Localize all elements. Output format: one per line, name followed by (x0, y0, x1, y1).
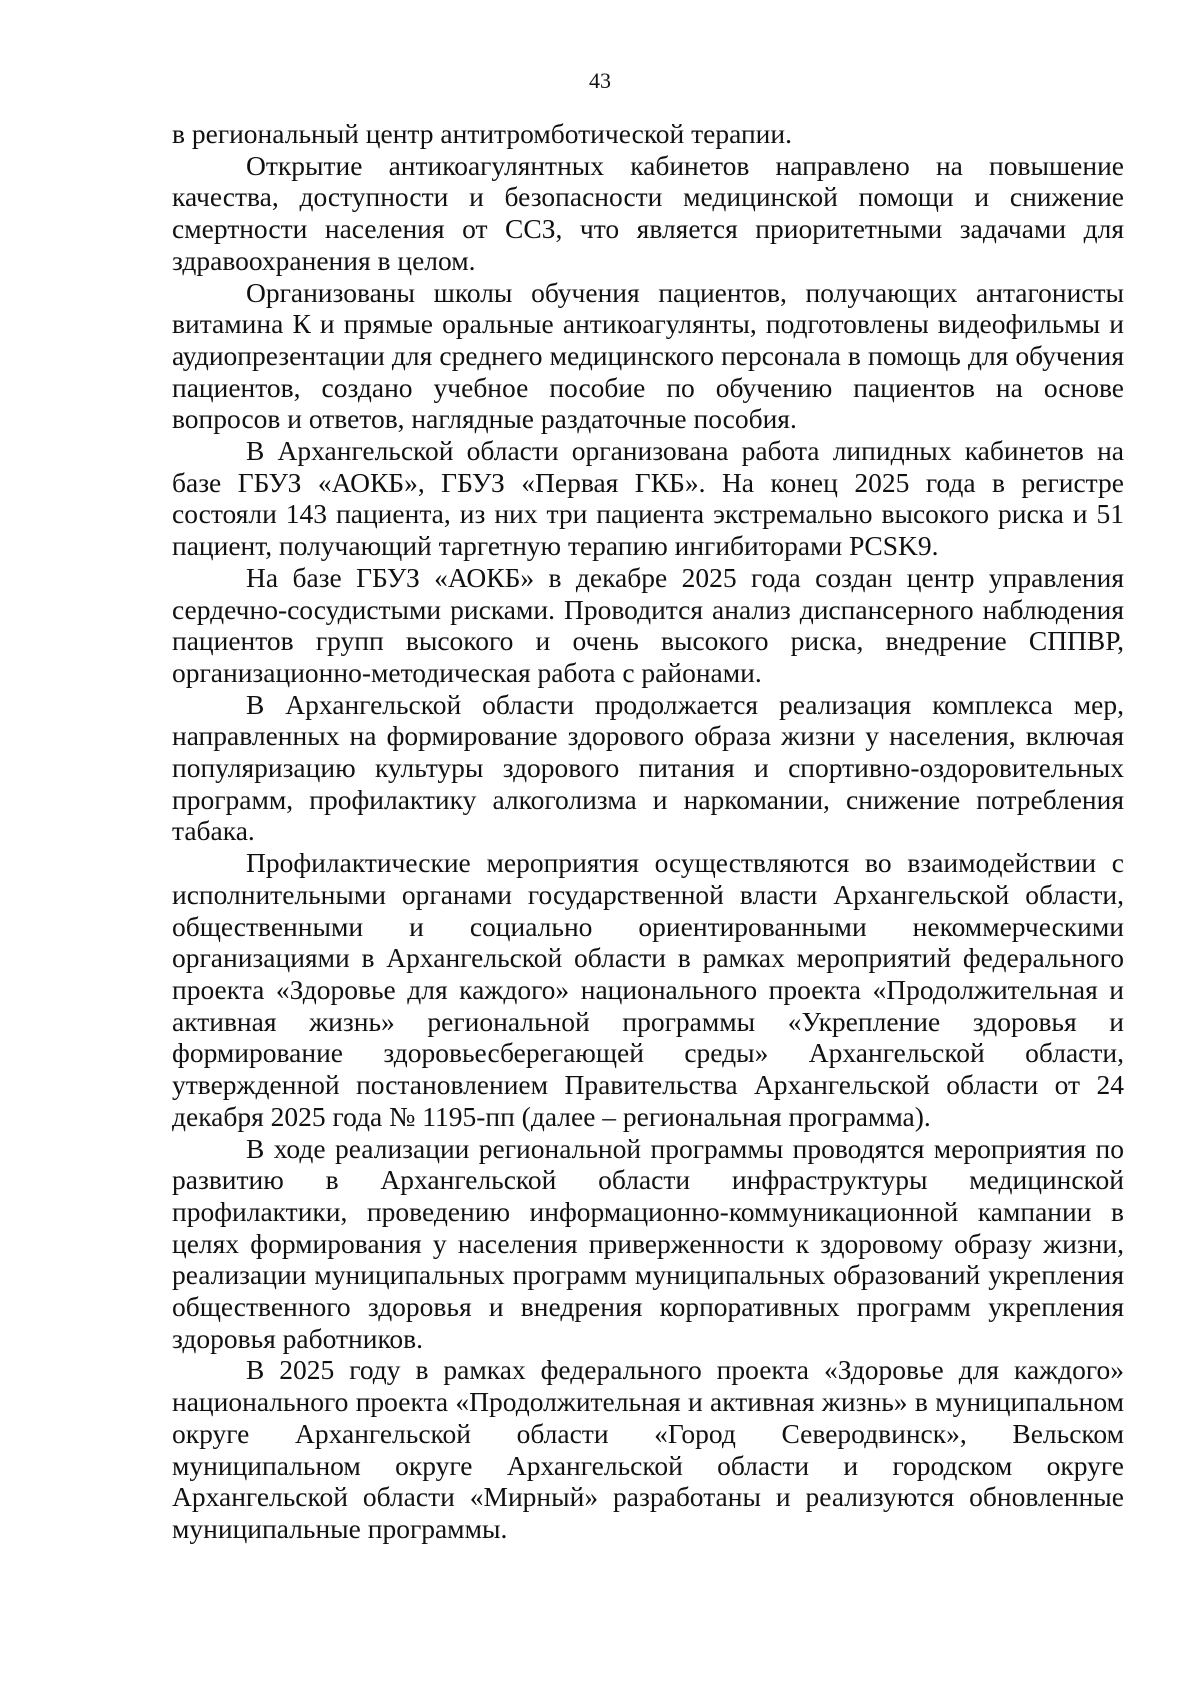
paragraph-regional-program: В ходе реализации региональной программы проводятся мероприятия по развитию в Архангельской области инфраструктуры медицинской профилактики, проведению информационно-коммуникационной кампании в целях формирования у населения приверженности к здоровому образу жизни, реализации муниципальных программ муниципальных образований укрепления общественного здоровья и внедрения корпоративных программ укрепления здоровья работников. (172, 1132, 1124, 1354)
paragraph-patient-schools: Организованы школы обучения пациентов, получающих антагонисты витамина К и прямые оральные антикоагулянты, подготовлены видеофильмы и аудиопрезентации для среднего медицинского персонала в помощь для обучения пациентов, создано учебное пособие по обучению пациентов на основе вопросов и ответов, наглядные раздаточные пособия. (172, 276, 1124, 435)
paragraph-risk-management-center: На базе ГБУЗ «АОКБ» в декабре 2025 года создан центр управления сердечно-сосудистыми рисками. Проводится анализ диспансерного наблюдения пациентов групп высокого и очень высокого риска, внедрение СППВР, организационно-методическая работа с районами. (172, 561, 1124, 688)
paragraph-continuation: в региональный центр антитромботической терапии. (172, 118, 792, 149)
paragraph-lipid-cabinets: В Архангельской области организована работа липидных кабинетов на базе ГБУЗ «АОКБ», ГБУЗ «Первая ГКБ». На конец 2025 года в регистре состояли 143 пациента, из них три пациента экстремально высокого риска и 51 пациент, получающий таргетную терапию ингибиторами PCSK9. (172, 435, 1124, 562)
document-body (172, 118, 1124, 1545)
paragraph-healthy-lifestyle: В Архангельской области продолжается реализация комплекса мер, направленных на формирование здорового образа жизни у населения, включая популяризацию культуры здорового питания и спортивно-оздоровительных программ, профилактику алкоголизма и наркомании, снижение потребления табака. (172, 688, 1124, 847)
paragraph-anticoagulant-cabinets: Открытие антикоагулянтных кабинетов направлено на повышение качества, доступности и безопасности медицинской помощи и снижение смертности населения от ССЗ, что является приоритетными задачами для здравоохранения в целом. (172, 149, 1124, 276)
paragraph-prevention-activities: Профилактические мероприятия осуществляются во взаимодействии с исполнительными органами государственной власти Архангельской области, общественными и социально ориентированными некоммерческими организациями в Архангельской области в рамках мероприятий федерального проекта «Здоровье для каждого» национального проекта «Продолжительная и активная жизнь» региональной программы «Укрепление здоровья и формирование здоровьесберегающей среды» Архангельской области, утвержденной постановлением Правительства Архангельской области от 24 декабря 2025 года № 1195-пп (далее – региональная программа). (172, 847, 1124, 1132)
paragraph-municipal-programs: В 2025 году в рамках федерального проекта «Здоровье для каждого» национального проекта «Продолжительная и активная жизнь» в муниципальном округе Архангельской области «Город Северодвинск», Вельском муниципальном округе Архангельской области и городском округе Архангельской области «Мирный» разработаны и реализуются обновленные муниципальные программы. (172, 1354, 1124, 1544)
page-number: 43 (589, 68, 611, 93)
